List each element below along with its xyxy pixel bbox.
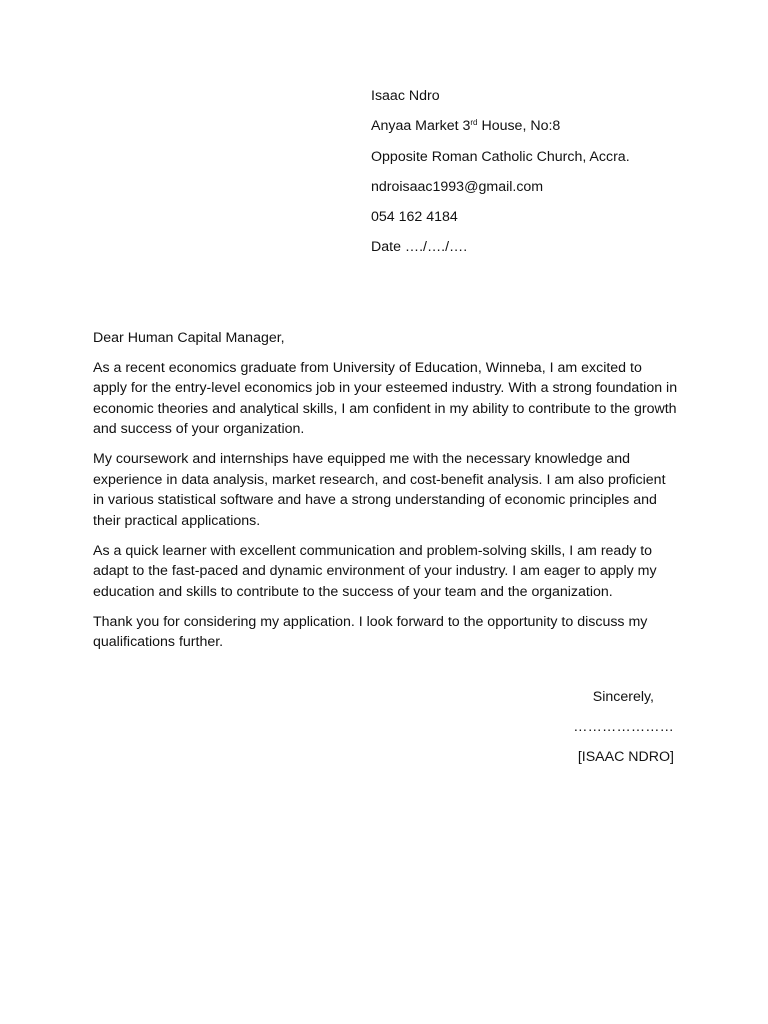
letter-body bbox=[93, 327, 678, 662]
sender-address-block bbox=[371, 85, 731, 267]
sender-address-prefix: Anyaa Market 3 bbox=[371, 118, 471, 135]
sender-email: ndroisaac1993@gmail.com bbox=[371, 178, 544, 195]
body-paragraph-experience: My coursework and internships have equipped me with the necessary knowledge and experience in data analysis, market research, and cost-benefit analysis. I am also proficient in various statistical software and have a strong understanding of economic principles and their practical applications. bbox=[93, 451, 666, 529]
sender-address bbox=[371, 115, 731, 145]
sender-landmark: Opposite Roman Catholic Church, Accra. bbox=[371, 148, 630, 165]
signature-line: ………………… bbox=[573, 719, 674, 735]
body-paragraph-intro: As a recent economics graduate from University of Education, Winneba, I am excited to apply for the entry-level economics job in your esteemed industry. With a strong foundation in economic theories and analytical skills, I am confident in my ability to contribute to the growth and success of your organization. bbox=[93, 359, 678, 437]
closing-block bbox=[0, 686, 768, 776]
signed-name: [ISAAC NDRO] bbox=[577, 749, 674, 765]
salutation: Dear Human Capital Manager, bbox=[93, 330, 285, 346]
sender-phone: 054 162 4184 bbox=[371, 209, 458, 226]
sender-address-ordinal: rd bbox=[470, 118, 478, 128]
body-paragraph-skills: As a quick learner with excellent communication and problem-solving skills, I am ready to adapt to the fast-paced and dynamic environment of your industry. I am eager to apply my education and skills to contribute to the success of your team and the organization. bbox=[93, 542, 657, 600]
body-paragraph-thanks: Thank you for considering my application. I look forward to the opportunity to discuss my qualifications further. bbox=[93, 613, 648, 650]
sender-address-suffix: House, No:8 bbox=[477, 118, 561, 135]
sender-name: Isaac Ndro bbox=[371, 88, 440, 104]
letter-date: Date …./…./…. bbox=[371, 239, 468, 256]
closing-sincerely: Sincerely, bbox=[592, 689, 654, 705]
